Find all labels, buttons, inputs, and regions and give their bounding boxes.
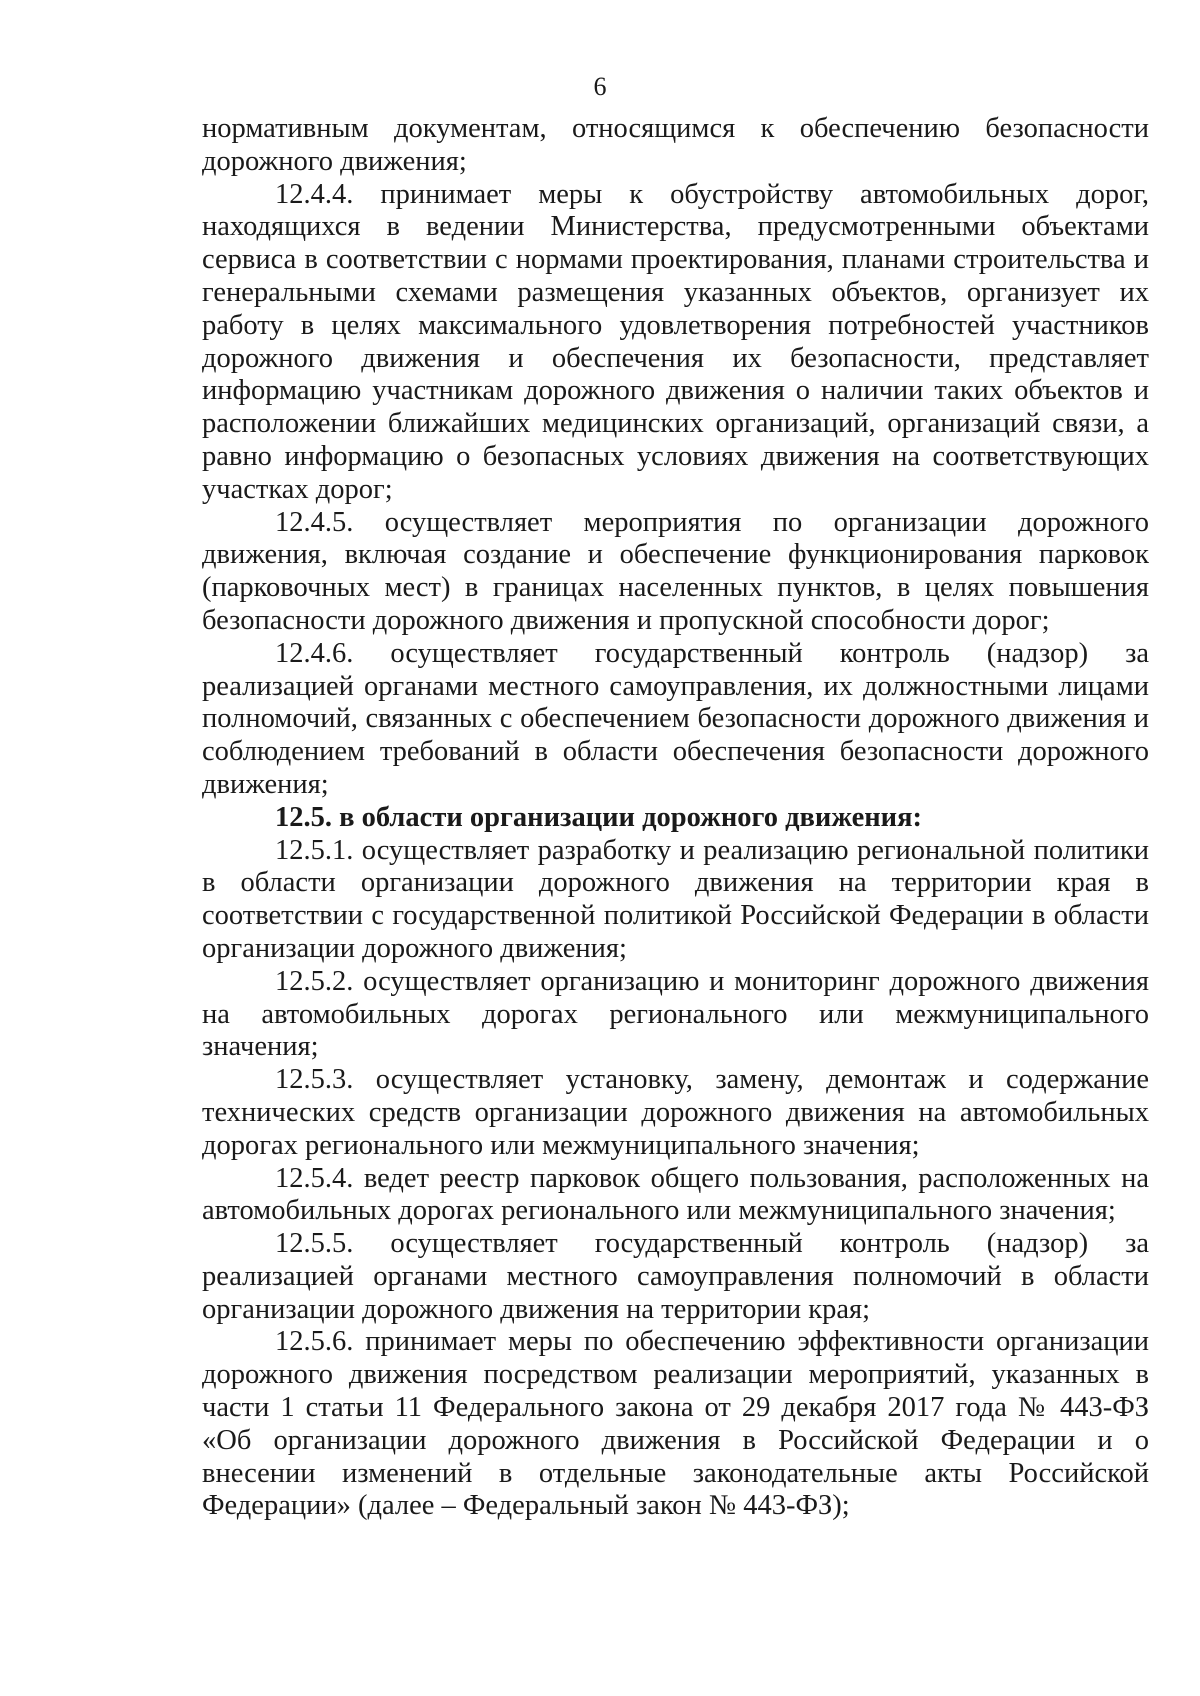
paragraph-12-4-6: 12.4.6. осуществляет государственный контроль (надзор) за реализацией органами местного самоуправления, их должностными лицами полномочий, связанных с обеспечением безопасности дорожного движения и соблюдением требований в области обеспечения безопасности дорожного движения;	[202, 637, 1149, 800]
paragraph-12-5-1: 12.5.1. осуществляет разработку и реализацию региональной политики в области организации дорожного движения на территории края в соответствии с государственной политикой Российской Федерации в области организации дорожного движения;	[202, 834, 1149, 964]
paragraph-12-4-5: 12.4.5. осуществляет мероприятия по организации дорожного движения, включая создание и обеспечение функционирования парковок (парковочных мест) в границах населенных пунктов, в целях повышения безопасности дорожного движения и пропускной способности дорог;	[202, 506, 1149, 636]
paragraph-12-5-2: 12.5.2. осуществляет организацию и мониторинг дорожного движения на автомобильных дорогах регионального или межмуниципального значения;	[202, 965, 1149, 1063]
document-body	[202, 113, 1149, 1523]
paragraph-12-5-5: 12.5.5. осуществляет государственный контроль (надзор) за реализацией органами местного самоуправления полномочий в области организации дорожного движения на территории края;	[202, 1228, 1149, 1325]
paragraph-continuation: нормативным документам, относящимся к обеспечению безопасности дорожного движения;	[202, 113, 1149, 177]
paragraph-12-4-4: 12.4.4. принимает меры к обустройству автомобильных дорог, находящихся в ведении Министерства, предусмотренными объектами сервиса в соответствии с нормами проектирования, планами строительства и генеральными схемами размещения указанных объектов, организует их работу в целях максимального удовлетворения потребностей участников дорожного движения и обеспечения их безопасности, представляет информацию участникам дорожного движения о наличии таких объектов и расположении ближайших медицинских организаций, организаций связи, а равно информацию о безопасных условиях движения на соответствующих участках дорог;	[202, 178, 1149, 505]
paragraph-12-5-3: 12.5.3. осуществляет установку, замену, демонтаж и содержание технических средств организации дорожного движения на автомобильных дорогах регионального или межмуниципального значения;	[202, 1064, 1149, 1161]
paragraph-12-5-6: 12.5.6. принимает меры по обеспечению эффективности организации дорожного движения посредством реализации мероприятий, указанных в части 1 статьи 11 Федерального закона от 29 декабря 2017 года № 443-ФЗ «Об организации дорожного движения в Российской Федерации и о внесении изменений в отдельные законодательные акты Российской Федерации» (далее – Федеральный закон № 443-ФЗ);	[202, 1326, 1149, 1522]
section-heading-12-5: 12.5. в области организации дорожного движения:	[275, 801, 923, 833]
page-number: 6	[593, 72, 607, 101]
paragraph-12-5-4: 12.5.4. ведет реестр парковок общего пользования, расположенных на автомобильных дорогах регионального или межмуниципального значения;	[202, 1162, 1149, 1227]
